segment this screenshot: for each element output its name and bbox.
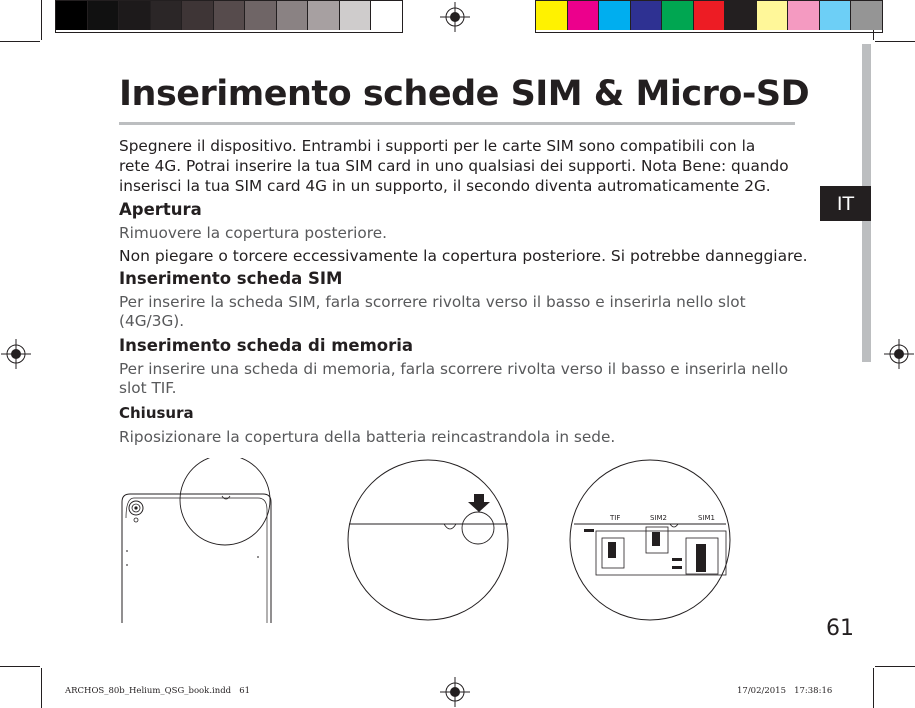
sim-line-2: (4G/3G). [119,312,185,330]
registration-mark-left [1,339,31,369]
intro-line-2: rete 4G. Potrai inserire la tua SIM card in uno qualsiasi dei supporti. Nota Bene: quando [119,157,789,175]
heading-chiusura: Chiusura [119,404,194,422]
color-swatch [820,1,852,30]
title-underline [119,122,795,125]
slot-label-tif: TIF [610,514,621,522]
color-swatch [725,1,757,30]
page-title: Inserimento schede SIM & Micro-SD [119,74,810,114]
footer-timestamp: 17/02/2015 17:38:16 [737,686,833,696]
page-number: 61 [826,616,854,641]
chiusura-text: Riposizionare la copertura della batteria reincastrandola in sede. [119,428,616,446]
arrow-down-icon [468,494,490,512]
color-swatch [151,1,183,30]
color-bar [535,0,883,33]
registration-mark-top [440,2,470,32]
sim-line-1: Per inserire la scheda SIM, farla scorrere rivolta verso il basso e inserirla nello slot [119,293,746,311]
crop-mark [0,666,40,667]
cover-opening-illustration [346,456,512,624]
intro-line-1: Spegnere il dispositivo. Entrambi i supporti per le carte SIM sono compatibili con la [119,137,756,155]
color-swatch [214,1,246,30]
color-swatch [788,1,820,30]
memoria-line-2: slot TIF. [119,379,177,397]
intro-line-3: inserisci la tua SIM card 4G in un supporto, il secondo diventa autromaticamente 2G. [119,177,771,195]
color-swatch [340,1,372,30]
color-swatch [88,1,120,30]
registration-mark-right [884,339,914,369]
heading-apertura: Apertura [119,200,202,219]
registration-mark-bottom [440,677,470,707]
memoria-line-1: Per inserire una scheda di memoria, farla scorrere rivolta verso il basso e inserirla nello [119,360,789,378]
crop-mark [41,668,42,708]
crop-mark [875,41,915,42]
slot-label-sim1: SIM1 [698,514,716,522]
color-swatch [308,1,340,30]
color-swatch [371,1,402,30]
color-swatch [245,1,277,30]
language-tab: IT [820,186,871,221]
color-swatch [631,1,663,30]
color-swatch [568,1,600,30]
crop-mark [0,41,40,42]
card-slots-illustration [566,456,736,624]
heading-sim: Inserimento scheda SIM [119,269,343,288]
color-swatch [56,1,88,30]
color-swatch [694,1,726,30]
slot-label-sim2: SIM2 [650,514,668,522]
color-swatch [599,1,631,30]
apertura-text: Rimuovere la copertura posteriore. [119,224,387,242]
footer-filename: ARCHOS_80b_Helium_QSG_book.indd 61 [65,686,251,696]
color-swatch [662,1,694,30]
heading-memoria: Inserimento scheda di memoria [119,336,414,355]
tablet-back-illustration [118,458,278,624]
apertura-warning: Non piegare o torcere eccessivamente la copertura posteriore. Si potrebbe danneggiare. [119,247,808,265]
color-swatch [851,1,882,30]
color-swatch [536,1,568,30]
crop-mark [875,666,915,667]
color-swatch [119,1,151,30]
crop-mark [41,0,42,40]
crop-mark [873,668,874,708]
grey-color-bar [55,0,403,33]
color-swatch [182,1,214,30]
color-swatch [757,1,789,30]
color-swatch [277,1,309,30]
